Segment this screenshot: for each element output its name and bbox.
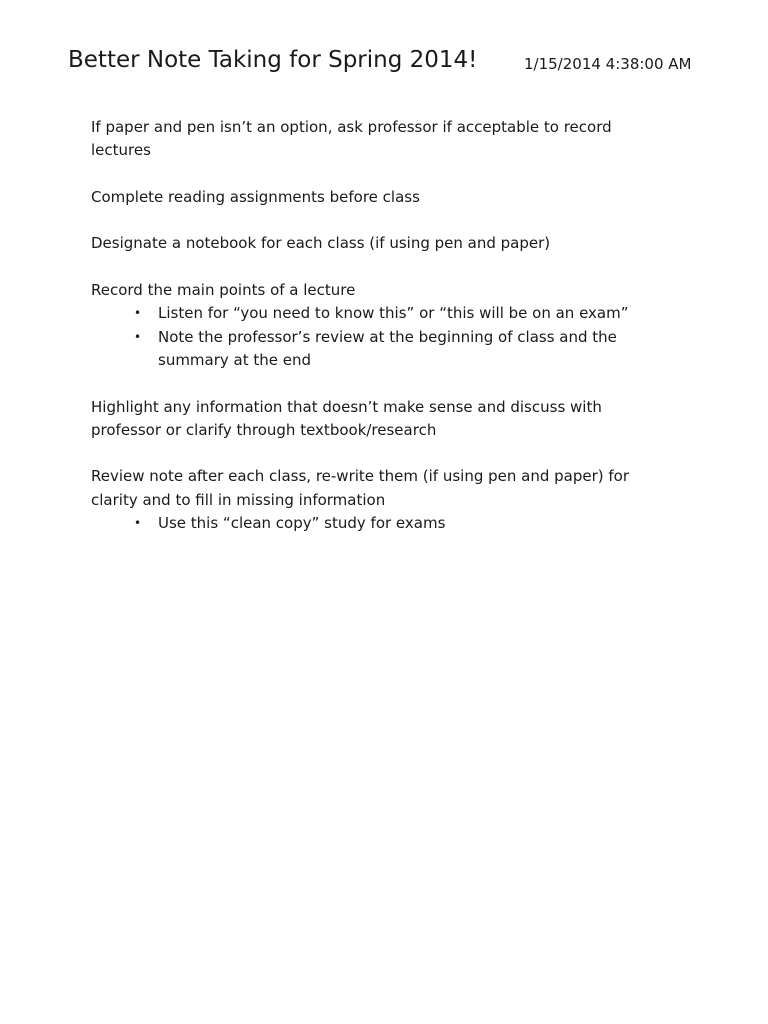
page-title: Better Note Taking for Spring 2014! (68, 47, 478, 73)
note-paragraph-record-lectures: If paper and pen isn’t an option, ask professor if acceptable to record lectures (91, 118, 612, 160)
bullet-item-review (91, 326, 651, 373)
bullet-item-clean-copy (91, 512, 651, 535)
bullet-text: Note the professor’s review at the beginning of class and the summary at the end (158, 327, 617, 369)
note-paragraph-highlight: Highlight any information that doesn’t make sense and discuss with professor or clarify through textbook/research (91, 397, 602, 439)
bullet-icon: • (134, 329, 142, 344)
note-body (91, 116, 651, 559)
review-bullet-list (91, 512, 651, 535)
main-points-bullet-list (91, 302, 651, 372)
bullet-icon: • (134, 306, 142, 321)
bullet-icon: • (134, 516, 142, 531)
bullet-item-listen (91, 302, 651, 325)
page-date: 1/15/2014 4:38:00 AM (524, 55, 692, 73)
note-paragraph-review: Review note after each class, re-write them (if using pen and paper) for clarity and to fill in missing information (91, 467, 630, 509)
note-paragraph-reading: Complete reading assignments before class (91, 187, 420, 206)
note-paragraph-main-points: Record the main points of a lecture (91, 281, 356, 300)
note-paragraph-notebook: Designate a notebook for each class (if using pen and paper) (91, 234, 551, 253)
bullet-text: Use this “clean copy” study for exams (158, 514, 446, 533)
bullet-text: Listen for “you need to know this” or “this will be on an exam” (158, 304, 629, 323)
